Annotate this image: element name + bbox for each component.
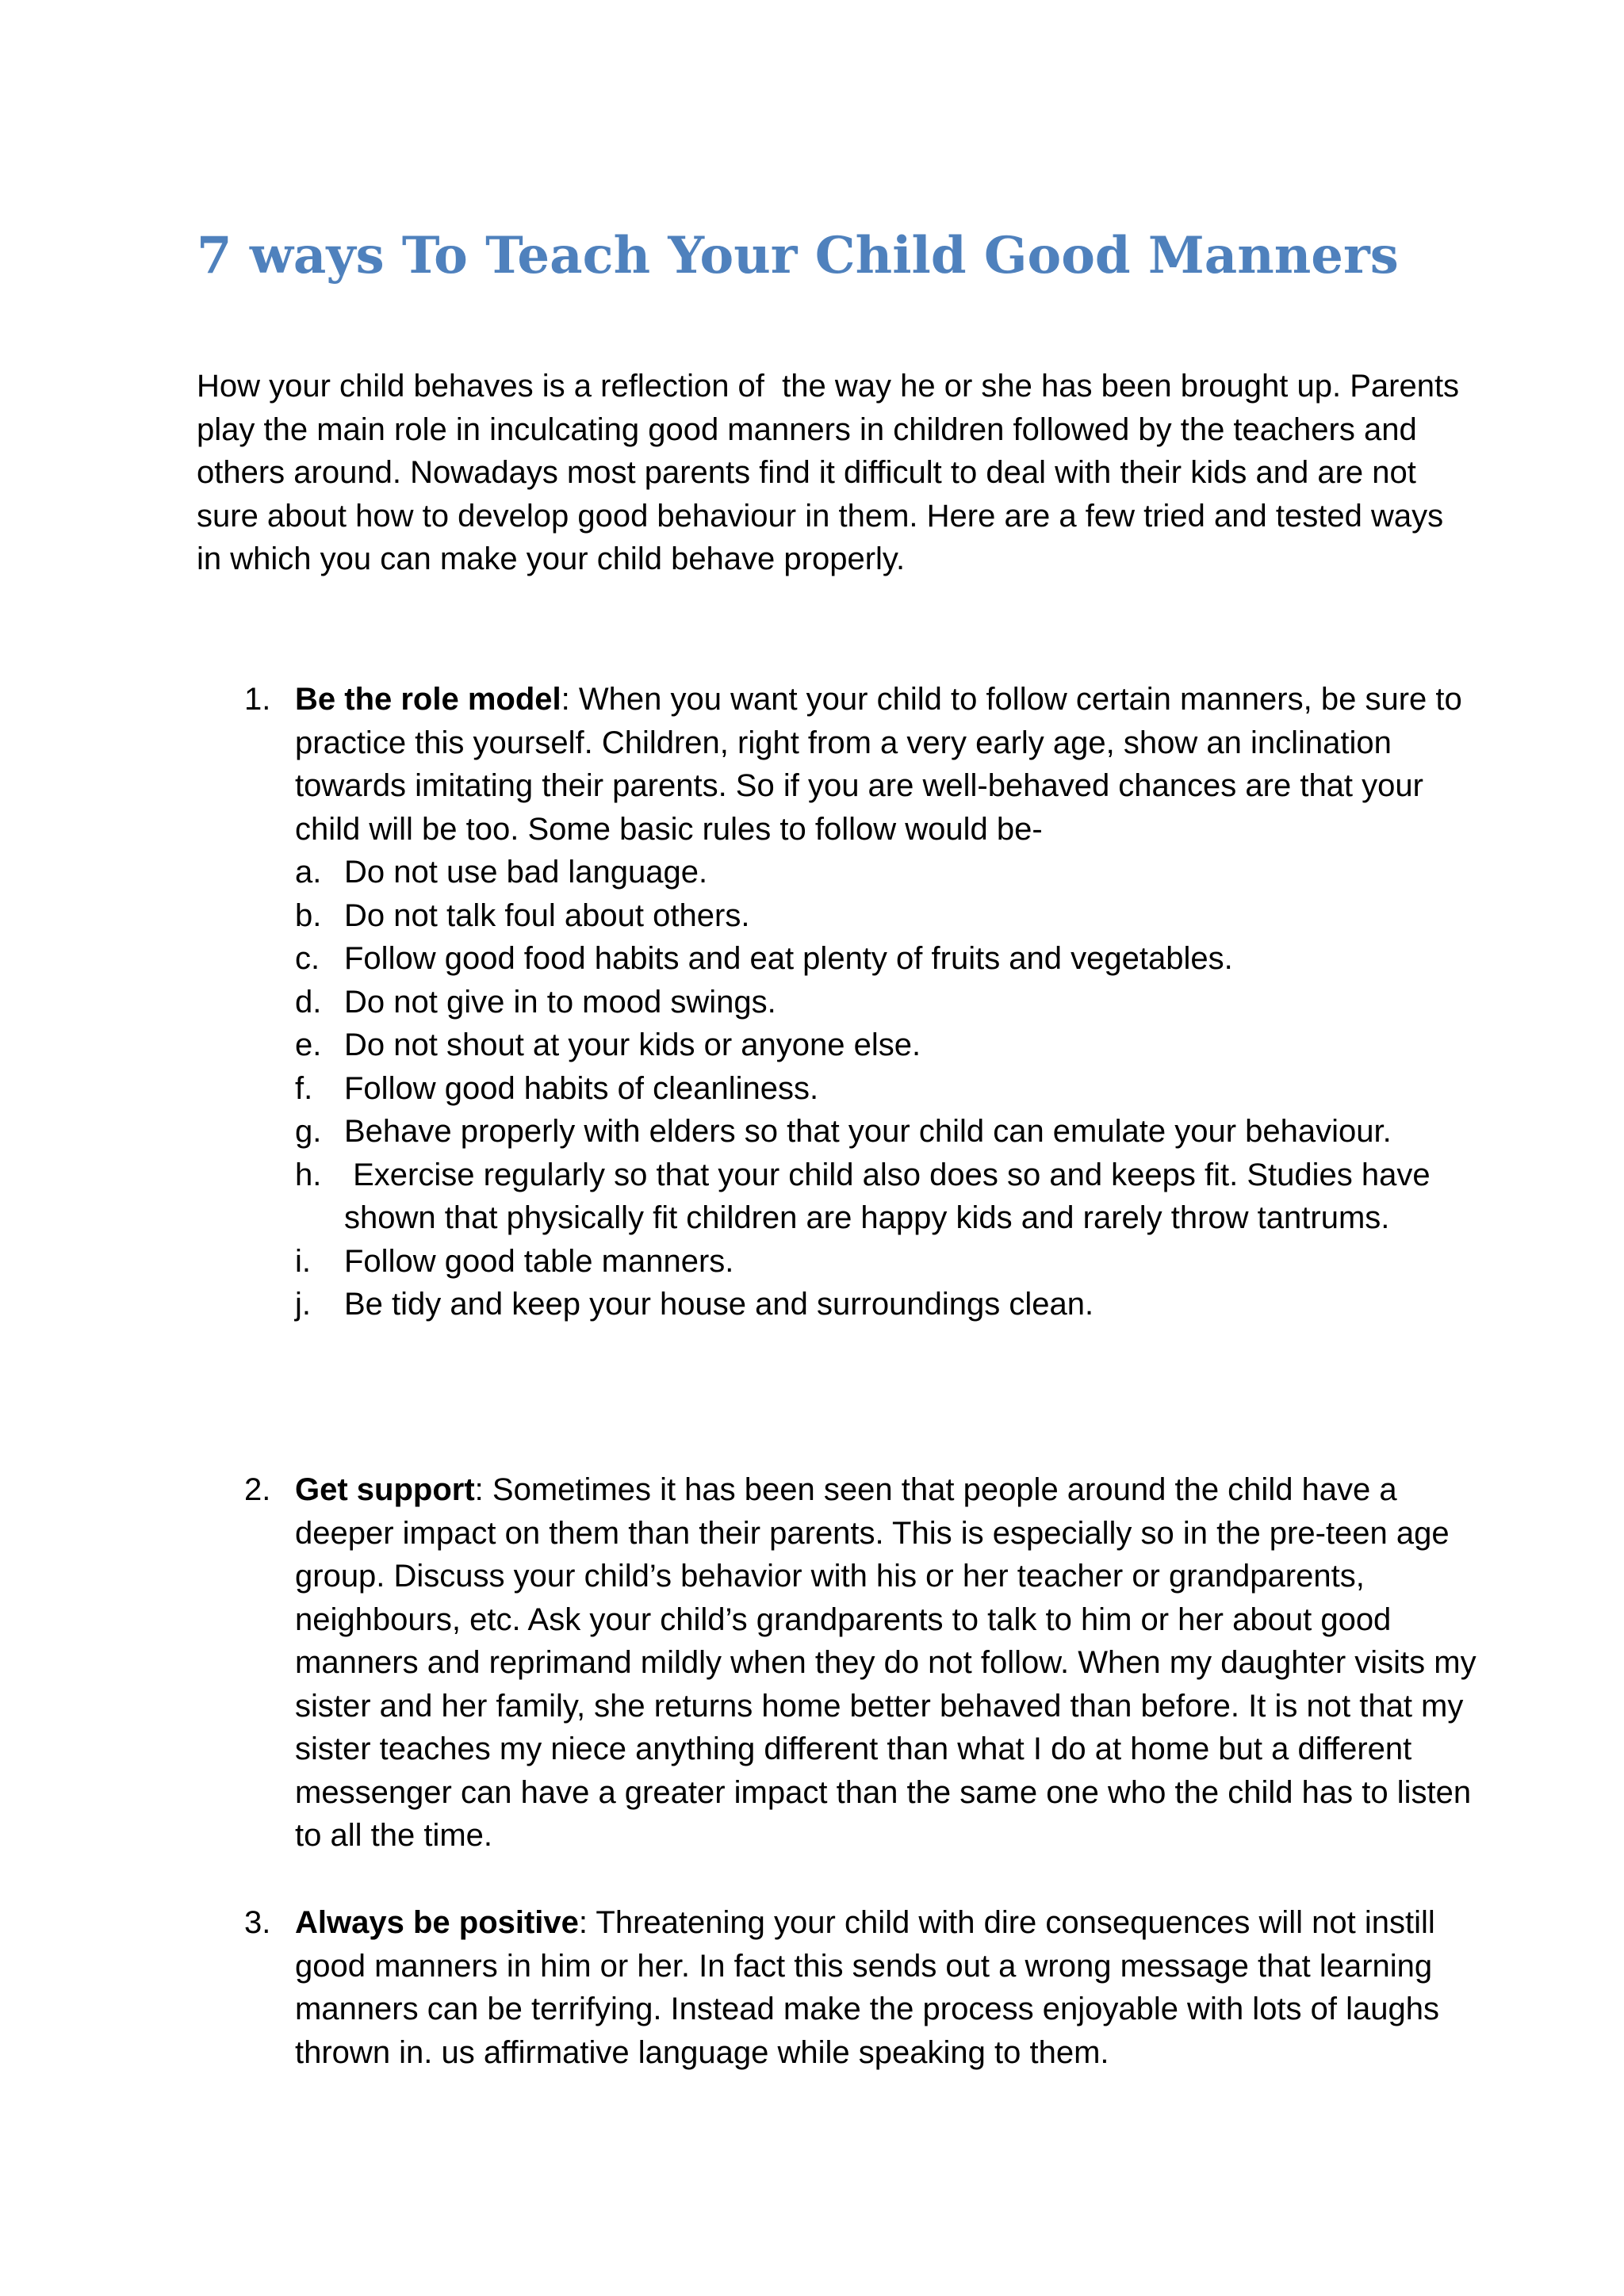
- sub-list-text: Do not give in to mood swings.: [344, 984, 776, 1020]
- sub-list-text: Do not shout at your kids or anyone else.: [344, 1027, 921, 1062]
- list-number: 1.: [244, 682, 271, 717]
- sub-list-letter: i.: [295, 1243, 311, 1279]
- sub-list-item: [295, 894, 1481, 938]
- sub-list-item: [295, 1154, 1481, 1240]
- sub-list-text: Exercise regularly so that your child also does so and keeps fit. Studies have shown that physically fit children are happy kids and rarely throw tantrums.: [344, 1157, 1439, 1235]
- list-item-heading: Always be positive: [295, 1905, 579, 1940]
- sub-list-letter: b.: [295, 897, 322, 933]
- sub-list-text: Do not talk foul about others.: [344, 897, 750, 933]
- sub-list-text: Follow good food habits and eat plenty of fruits and vegetables.: [344, 941, 1233, 976]
- sub-list-text: Behave properly with elders so that your child can emulate your behaviour.: [344, 1114, 1392, 1149]
- sub-list-letter: f.: [295, 1070, 313, 1106]
- sub-list-item: [295, 1067, 1481, 1111]
- list-item-get-support: [197, 1468, 1481, 1858]
- sub-list-item: [295, 1283, 1481, 1326]
- list-item-always-positive: [197, 1901, 1481, 2074]
- intro-paragraph: How your child behaves is a reflection of the way he or she has been brought up. Parents play the main role in inculcating good manners in children followed by the teachers and others around. Nowadays most parents find it difficult to deal with their kids and are not sure about how to develop good behaviour in them. Here are a few tried and tested ways in which you can make your child behave properly.: [197, 369, 1469, 576]
- list-number: 3.: [244, 1905, 271, 1940]
- sub-list-item: [295, 1240, 1481, 1284]
- sub-list-letter: g.: [295, 1114, 322, 1149]
- list-item-heading: Be the role model: [295, 682, 561, 717]
- sub-list-letter: e.: [295, 1027, 322, 1062]
- sub-list-letter: d.: [295, 984, 322, 1020]
- sub-list-letter: a.: [295, 855, 322, 890]
- sub-list-item: [295, 937, 1481, 981]
- sub-list-text: Be tidy and keep your house and surroundings clean.: [344, 1287, 1094, 1322]
- document-title: 7 ways To Teach Your Child Good Manners: [197, 226, 1399, 285]
- sub-list-text: Follow good table manners.: [344, 1243, 734, 1279]
- sub-list-item: [295, 851, 1481, 894]
- list-item-text: : When you want your child to follow certain manners, be sure to practice this yourself. Children, right from a very early age, show an inclination towards imitating their parents. So if you are well-behaved chances are that your child will be too. Some basic rules to follow would be-: [295, 682, 1462, 847]
- sub-list-item: [295, 1024, 1481, 1067]
- list-item-text: : Threatening your child with dire consequences will not instill good manners in him or her. In fact this sends out a wrong message that learning manners can be terrifying. Instead make the process enjoyable with lots of laughs thrown in. us affirmative language while speaking to them.: [295, 1905, 1440, 2070]
- list-item-heading: Get support: [295, 1472, 475, 1507]
- sub-list-item: [295, 981, 1481, 1024]
- list-item-role-model: [197, 678, 1481, 1326]
- sub-list-text: Follow good habits of cleanliness.: [344, 1070, 819, 1106]
- sub-list-text: Do not use bad language.: [344, 855, 708, 890]
- sub-list-letter: h.: [295, 1157, 322, 1192]
- list-number: 2.: [244, 1472, 271, 1507]
- sub-list-item: [295, 1110, 1481, 1154]
- sub-list-letter: c.: [295, 941, 320, 976]
- sub-list-letter: j.: [295, 1287, 311, 1322]
- list-item-text: : Sometimes it has been seen that people around the child have a deeper impact on them than their parents. This is especially so in the pre-teen age group. Discuss your child’s behavior with his or her teacher or grandparents, neighbours, etc. Ask your child’s grandparents to talk to him or her about good manners and reprimand mildly when they do not follow. When my daughter visits my sister and her family, she returns home better behaved than before. It is not that my sister teaches my niece anything different than what I do at home but a different messenger can have a greater impact than the same one who the child has to listen to all the time.: [295, 1472, 1477, 1853]
- sub-list: [295, 851, 1481, 1326]
